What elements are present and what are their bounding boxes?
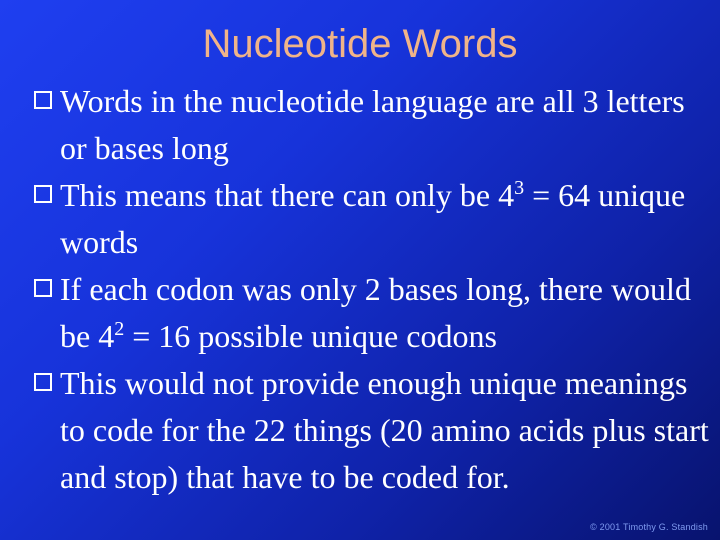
square-bullet-icon [34, 279, 52, 297]
square-bullet-icon [34, 373, 52, 391]
bullet-text: This would not provide enough unique meanings to code for the 22 things (20 amino acids plus start and stop) that have to be coded for. [60, 365, 709, 495]
exponent: 2 [114, 318, 125, 340]
square-bullet-icon [34, 91, 52, 109]
bullet-item [34, 266, 714, 360]
copyright-footer: © 2001 Timothy G. Standish [590, 522, 708, 532]
bullet-list [34, 78, 714, 501]
exponent: 3 [514, 177, 525, 199]
bullet-item [34, 172, 714, 266]
square-bullet-icon [34, 185, 52, 203]
bullet-item [34, 360, 714, 501]
slide-title: Nucleotide Words [202, 22, 518, 66]
bullet-text: = 64 unique words [60, 177, 686, 260]
bullet-text: This means that there can only be 4 [60, 177, 515, 213]
bullet-text: = 16 possible unique codons [124, 318, 497, 354]
bullet-text: Words in the nucleotide language are all 3 letters or bases long [60, 83, 685, 166]
bullet-item [34, 78, 714, 172]
bullet-text: If each codon was only 2 bases long, there would be 4 [60, 271, 691, 354]
